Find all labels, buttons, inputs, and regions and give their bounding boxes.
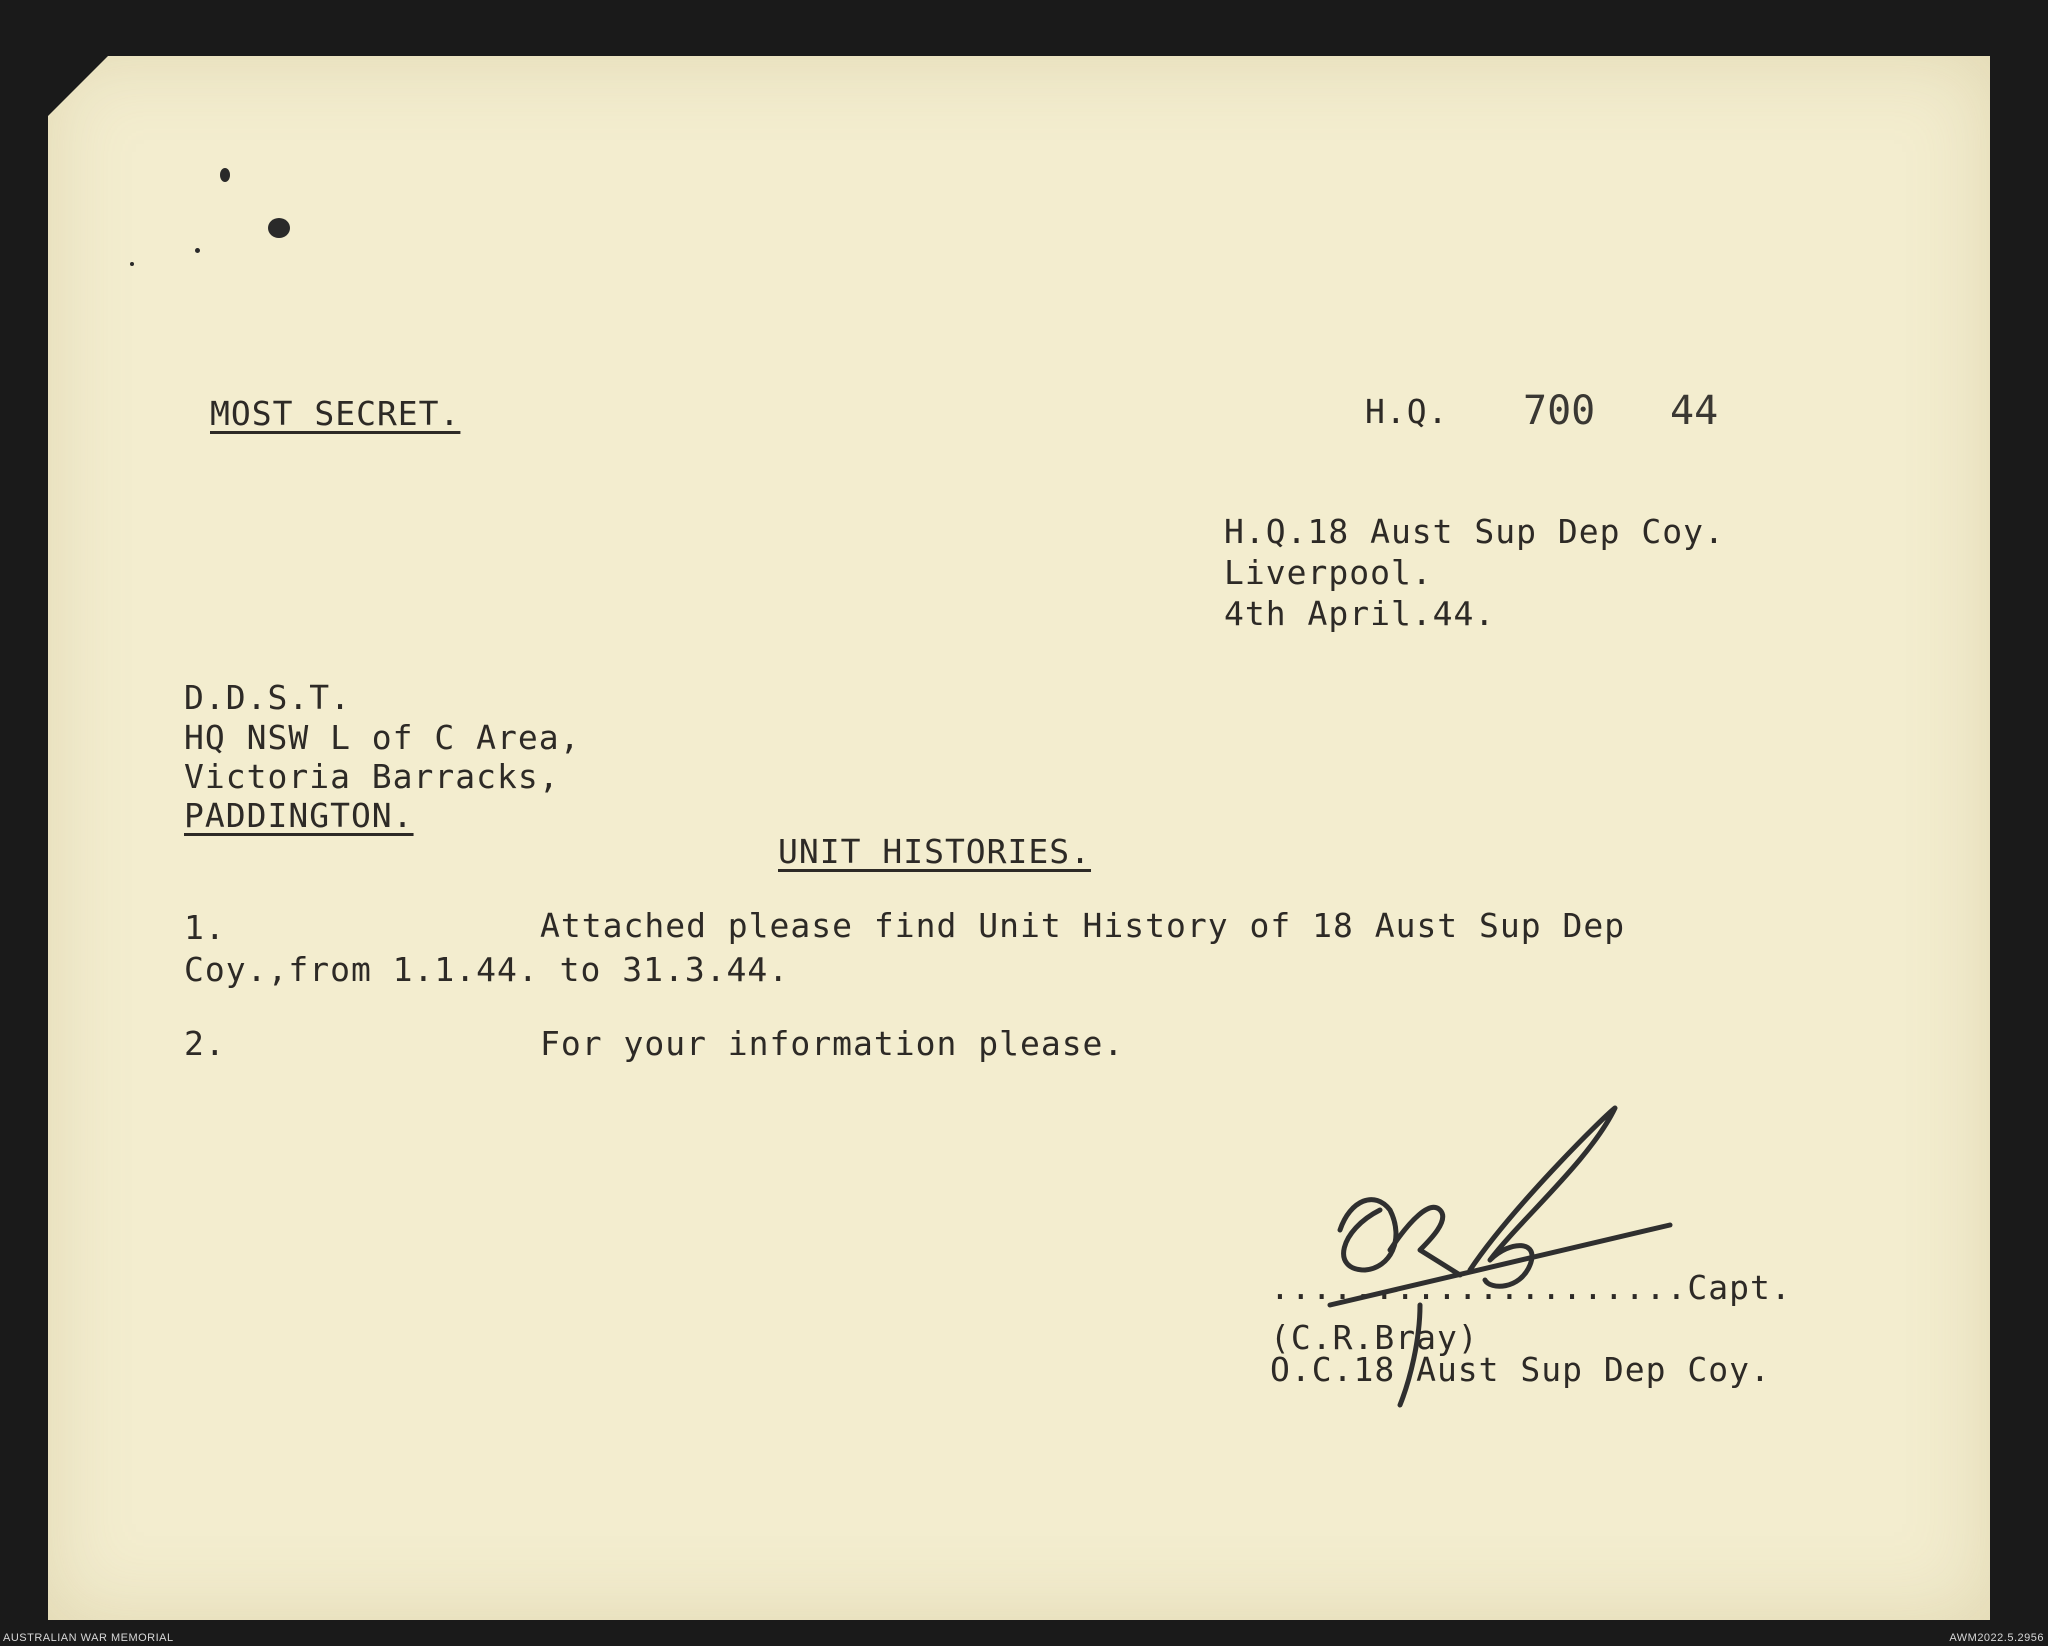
ink-spot	[130, 262, 134, 266]
paragraph-text: Attached please find Unit History of 18 Aust Sup Dep	[540, 906, 1626, 945]
handwritten-signature	[1270, 1100, 1690, 1420]
recipient-hq: HQ NSW L of C Area,	[184, 718, 581, 757]
reference-suffix: 44	[1670, 388, 1719, 434]
paragraph-text: Coy.,from 1.1.44. to 31.3.44.	[184, 950, 790, 989]
recipient-title: D.D.S.T.	[184, 678, 351, 717]
ink-spot	[268, 218, 290, 238]
letter-date: 4th April.44.	[1224, 594, 1496, 633]
recipient-barracks: Victoria Barracks,	[184, 757, 560, 796]
sender-location: Liverpool.	[1224, 553, 1433, 592]
torn-corner	[48, 56, 108, 116]
reference-number: 700	[1523, 388, 1596, 434]
subject-heading: UNIT HISTORIES.	[778, 832, 1092, 871]
ink-spot	[220, 168, 230, 182]
signatory-appointment: O.C.18 Aust Sup Dep Coy.	[1270, 1350, 1771, 1389]
paragraph-number: 2.	[184, 1024, 226, 1063]
sender-unit: H.Q.18 Aust Sup Dep Coy.	[1224, 512, 1725, 551]
paragraph-number: 1.	[184, 908, 226, 947]
classification-marking: MOST SECRET.	[210, 394, 461, 433]
ink-spot	[195, 248, 200, 253]
signatory-name: (C.R.Bray)	[1270, 1318, 1479, 1357]
reference-prefix: H.Q.	[1365, 392, 1449, 431]
recipient-city: PADDINGTON.	[184, 796, 414, 835]
paragraph-text: For your information please.	[540, 1024, 1125, 1063]
archive-credit: AUSTRALIAN WAR MEMORIAL	[3, 1632, 174, 1644]
archive-reference: AWM2022.5.2956	[1949, 1632, 2044, 1644]
signature-line: ....................Capt.	[1270, 1268, 1792, 1307]
